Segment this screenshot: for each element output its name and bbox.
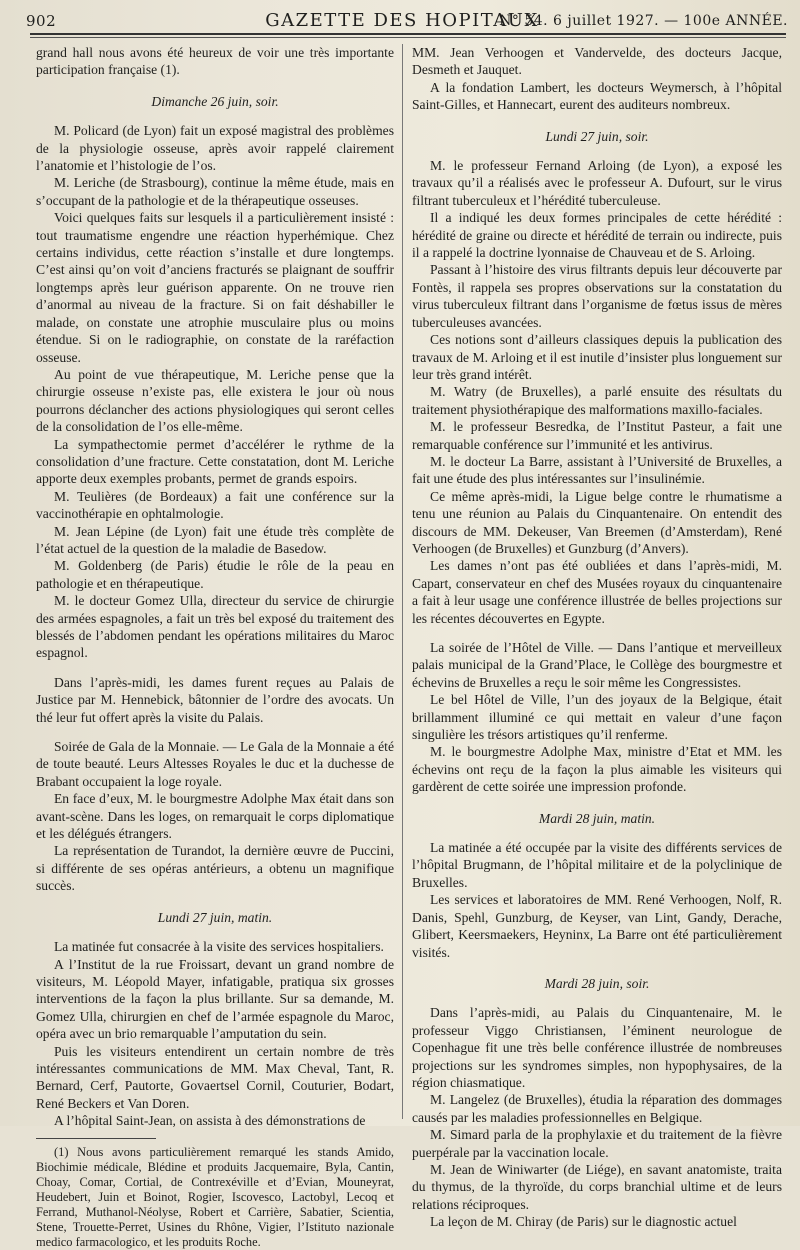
header-rule: [30, 33, 786, 35]
page-header: [14, 4, 790, 34]
paragraph: Soirée de Gala de la Monnaie. — Le Gala de la Monnaie a été de toute beauté. Leurs Altesses Royales le duc et la duchesse de Brabant occupaient la loge royale.: [36, 739, 394, 789]
paragraph: La matinée a été occupée par la visite des différents services de l’hôpital Brugmann, de l’hôpital militaire et de la polyclinique de Bruxelles.: [412, 840, 782, 890]
page-number: 902: [26, 12, 57, 30]
paragraph: M. Simard parla de la prophylaxie et du traitement de la fièvre puerpérale par la vaccination locale.: [412, 1127, 782, 1160]
paragraph: A l’Institut de la rue Froissart, devant un grand nombre de visiteurs, M. Léopold Mayer, infatigable, pratiqua six grosses interventions de la façon la plus brillante. Sur sa demande, M. Gomez Ulla, chirurgien en chef de l’armée espagnole du Maroc, opéra avec un brio remarquable l’amputation du sein.: [36, 956, 394, 1042]
paragraph: M. Jean de Winiwarter (de Liége), en savant anatomiste, traita du thymus, de la thyroïde, du corps branchial ultime et de leurs relations réciproques.: [412, 1161, 782, 1212]
footnote-rule: [36, 1138, 156, 1139]
paragraph: En face d’eux, M. le bourgmestre Adolphe Max était dans son avant-scène. Dans les loges, on remarquait le corps diplomatique et les délégués étrangers.: [36, 791, 394, 842]
paragraph: La matinée fut consacrée à la visite des services hospitaliers.: [54, 939, 384, 955]
paragraph: M. le docteur La Barre, assistant à l’Université de Bruxelles, a fait une étude des plus intéressantes sur l’insulinémie.: [412, 453, 782, 487]
paragraph: Dans l’après-midi, au Palais du Cinquantenaire, M. le professeur Viggo Christiansen, l’éminent neurologue de Copenhague fit une très belle conférence illustrée de nombreuses projections sur les syndromes simples, non hypophysaires, de la région chiasmatique.: [412, 1005, 782, 1090]
paragraph: M. Teulières (de Bordeaux) a fait une conférence sur la vaccinothérapie en ophtalmologie.: [36, 488, 394, 522]
paragraph: A l’hôpital Saint-Jean, on assista à des démonstrations de: [54, 1113, 366, 1129]
left-column: [36, 44, 394, 1250]
dateline: Dimanche 26 juin, soir.: [151, 93, 279, 109]
paragraph: grand hall nous avons été heureux de voir une très importante participation française (1).: [36, 45, 394, 78]
paragraph: Ces notions sont d’ailleurs classiques depuis la publication des travaux de M. Arloing et il est inutile d’insister plus longuement sur leur très grand intérêt.: [412, 332, 782, 382]
paragraph: Il a indiqué les deux formes principales de cette hérédité : hérédité de graine ou directe et hérédité de terrain ou indirecte, puis il a rappelé la doctrine lyonnaise de Chauveau et de S. Arloing.: [412, 210, 782, 261]
dateline: Mardi 28 juin, soir.: [544, 975, 650, 991]
paragraph: M. Goldenberg (de Paris) étudie le rôle de la peau en pathologie et en thérapeutique.: [36, 558, 394, 591]
paragraph: Voici quelques faits sur lesquels il a particulièrement insisté : tout traumatisme engendre une réaction hyperhémique. Chez certains individus, cette réaction s’installe et dure longtemps. C’est ainsi qu’on voit d’anciens fracturés se plaignant de souffrir longtemps après leur guérison apparente. On ne trouve rien d’anormal au niveau de la fracture. Si on fait déshabiller le malade, on constate une atrophie musculaire plus ou moins étendue. Si on le radiographie, on constate de la raréfaction osseuse.: [36, 210, 394, 365]
paragraph: M. Leriche (de Strasbourg), continue la même étude, mais en s’occupant de la pathologie et de la thérapeutique osseuses.: [36, 175, 394, 208]
paragraph: La soirée de l’Hôtel de Ville. — Dans l’antique et merveilleux palais municipal de la Grand’Place, le Collège des bourgmestre et échevins de Bruxelles a reçu le soir même les Congressistes.: [412, 640, 782, 690]
issue-info: N° 54. 6 juillet 1927. — 100e ANNÉE.: [499, 13, 788, 29]
paragraph: MM. Jean Verhoogen et Vandervelde, des docteurs Jacque, Desmeth et Jauquet.: [412, 45, 782, 78]
paragraph: Le bel Hôtel de Ville, l’un des joyaux de la Belgique, était brillamment illuminé ce qui mettait en valeur d’une façon singulière les trésors artistiques qu’il renferme.: [412, 692, 782, 743]
paragraph: M. Watry (de Bruxelles), a parlé ensuite des résultats du traitement physiothérapique des malformations maxillo-faciales.: [412, 384, 782, 417]
paragraph: Ce même après-midi, la Ligue belge contre le rhumatisme a tenu une réunion au Palais du Cinquantenaire. On entendit des discours de MM. Dekeuser, Van Breemen (d’Amsterdam), René Verhoogen (de Bruxelles) et Gunzburg (d’Anvers).: [412, 488, 782, 556]
paragraph: M. le bourgmestre Adolphe Max, ministre d’Etat et MM. les échevins ont reçu de la façon la plus aimable les visiteurs qui gardèrent de cette soirée une impression profonde.: [412, 744, 782, 795]
paragraph: Dans l’après-midi, les dames furent reçues au Palais de Justice par M. Hennebick, bâtonnier de l’ordre des avocats. Un thé leur fut offert après la visite du Palais.: [36, 674, 394, 725]
paragraph: Les services et laboratoires de MM. René Verhoogen, Nolf, R. Danis, Spehl, Gunzburg, de Keyser, van Lint, Gandy, Derache, Glibert, Keersmaekers, Heyninx, La Barre ont été particulièrement visités.: [412, 892, 782, 960]
paragraph: M. le professeur Besredka, de l’Institut Pasteur, a fait une remarquable conférence sur l’immunité et les antivirus.: [412, 419, 782, 452]
paragraph: M. le professeur Fernand Arloing (de Lyon), a exposé les travaux qu’il a réalisés avec le professeur A. Dufourt, sur le virus filtrant tuberculeux et l’hérédité tuberculeuse.: [412, 158, 782, 208]
paragraph: A la fondation Lambert, les docteurs Weymersch, à l’hôpital Saint-Gilles, et Hannecart, eurent des auditeurs nombreux.: [412, 79, 782, 113]
paragraph: La sympathectomie permet d’accélérer le rythme de la consolidation d’une fracture. Cette constatation, dont M. Leriche apporte deux exemples probants, permet de grands espoirs.: [36, 436, 394, 487]
paragraph: La représentation de Turandot, la dernière œuvre de Puccini, si différente de ses opéras antérieurs, a obtenu un magnifique succès.: [36, 843, 394, 894]
paragraph: M. Jean Lépine (de Lyon) fait une étude très complète de l’état actuel de la question de la maladie de Basedow.: [36, 523, 394, 556]
right-column: [412, 44, 782, 1231]
dateline: Mardi 28 juin, matin.: [538, 810, 656, 826]
paragraph: M. Langelez (de Bruxelles), étudia la réparation des dommages causés par les maladies professionnelles en Belgique.: [412, 1092, 782, 1125]
column-divider: [402, 44, 403, 1119]
header-rule-thin: [30, 37, 786, 38]
paragraph: M. Policard (de Lyon) fait un exposé magistral des problèmes de la physiologie osseuse, après avoir rappelé clairement l’anatomie et l’histologie de l’os.: [36, 123, 394, 174]
paragraph: Puis les visiteurs entendirent un certain nombre de très intéressantes communications de MM. Max Cheval, Tant, R. Bernard, Cerf, Pautorte, Govaertsel Cornil, Couturier, Bodart, René Beckers et Van Doren.: [36, 1043, 394, 1111]
paragraph: La leçon de M. Chiray (de Paris) sur le diagnostic actuel: [430, 1214, 737, 1230]
footnote: (1) Nous avons particulièrement remarqué les stands Amido, Biochimie médicale, Blédine et produits Jacquemaire, Byla, Cantin, Choay, Comar, Cortial, de Contrexéville et d’Evian, Mouneyrat, Heudebert, Juin et Boinot, Rogier, Iscovesco, Lactobyl, Lecoq et Ferrand, Muthanol-Néolyse, Robert et Carrière, Sabatier, Scientia, Stene, Trouette-Perret, Usines du Rhône, Vigier, l’Istituto nazionale medico farmacologico, et les produits Roche.: [36, 1144, 394, 1249]
paragraph: Passant à l’histoire des virus filtrants depuis leur découverte par Fontès, il rappela ses propres observations sur la constatation du virus tuberculeux filtrant dans l’organisme de fœtus issus de mères tuberculeuses avancées.: [412, 262, 782, 330]
paragraph: Les dames n’ont pas été oubliées et dans l’après-midi, M. Capart, conservateur en chef des Musées royaux du cinquantenaire a fait à leur usage une conférence illustrée de belles projections sur les récentes découvertes en Egypte.: [412, 558, 782, 626]
paragraph: M. le docteur Gomez Ulla, directeur du service de chirurgie des armées espagnoles, a fait un très bel exposé du traitement des blessés de l’abdomen pendant les opérations militaires du Maroc espagnol.: [36, 593, 394, 661]
journal-title: GAZETTE DES HOPITAUX: [265, 10, 539, 31]
dateline: Lundi 27 juin, matin.: [157, 909, 273, 925]
dateline: Lundi 27 juin, soir.: [545, 128, 649, 144]
paragraph: Au point de vue thérapeutique, M. Leriche pense que la chirurgie osseuse n’existe pas, elle existera le jour où nous pourrons déclancher des actions physiologiques qui seront celles de la consolidation de l’os elle-même.: [36, 366, 394, 435]
